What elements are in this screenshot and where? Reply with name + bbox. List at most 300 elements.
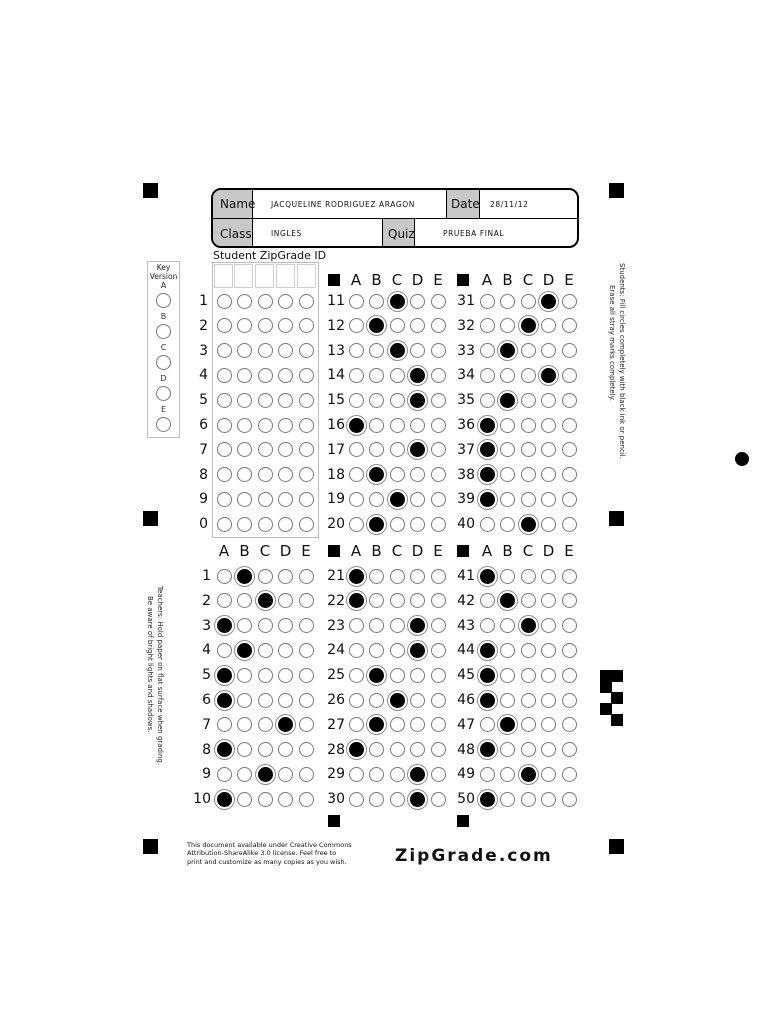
answer-bubble[interactable]	[390, 693, 405, 708]
answer-bubble[interactable]	[349, 668, 364, 683]
id-digit-cell[interactable]	[214, 264, 233, 288]
id-bubble[interactable]	[258, 418, 273, 433]
answer-bubble[interactable]	[390, 318, 405, 333]
answer-bubble[interactable]	[258, 717, 273, 732]
answer-bubble[interactable]	[480, 742, 495, 757]
answer-bubble[interactable]	[431, 418, 446, 433]
answer-bubble[interactable]	[500, 368, 515, 383]
answer-bubble[interactable]	[541, 393, 556, 408]
answer-bubble[interactable]	[500, 593, 515, 608]
answer-bubble[interactable]	[217, 693, 232, 708]
answer-bubble[interactable]	[349, 717, 364, 732]
answer-bubble[interactable]	[369, 517, 384, 532]
answer-bubble[interactable]	[258, 618, 273, 633]
answer-bubble[interactable]	[480, 517, 495, 532]
answer-bubble[interactable]	[480, 693, 495, 708]
answer-bubble[interactable]	[349, 492, 364, 507]
answer-bubble[interactable]	[349, 393, 364, 408]
answer-bubble[interactable]	[278, 767, 293, 782]
answer-bubble[interactable]	[562, 792, 577, 807]
answer-bubble[interactable]	[431, 643, 446, 658]
answer-bubble[interactable]	[521, 294, 536, 309]
id-bubble[interactable]	[278, 467, 293, 482]
answer-bubble[interactable]	[390, 767, 405, 782]
answer-bubble[interactable]	[237, 643, 252, 658]
answer-bubble[interactable]	[369, 618, 384, 633]
id-bubble[interactable]	[278, 517, 293, 532]
answer-bubble[interactable]	[541, 792, 556, 807]
answer-bubble[interactable]	[541, 294, 556, 309]
id-bubble[interactable]	[278, 418, 293, 433]
answer-bubble[interactable]	[349, 318, 364, 333]
answer-bubble[interactable]	[410, 442, 425, 457]
answer-bubble[interactable]	[562, 368, 577, 383]
answer-bubble[interactable]	[500, 569, 515, 584]
id-bubble[interactable]	[258, 343, 273, 358]
answer-bubble[interactable]	[521, 393, 536, 408]
answer-bubble[interactable]	[500, 767, 515, 782]
id-bubble[interactable]	[299, 418, 314, 433]
answer-bubble[interactable]	[431, 368, 446, 383]
answer-bubble[interactable]	[541, 418, 556, 433]
answer-bubble[interactable]	[521, 517, 536, 532]
answer-bubble[interactable]	[562, 343, 577, 358]
answer-bubble[interactable]	[480, 492, 495, 507]
answer-bubble[interactable]	[349, 792, 364, 807]
answer-bubble[interactable]	[562, 643, 577, 658]
id-bubble[interactable]	[299, 294, 314, 309]
answer-bubble[interactable]	[410, 467, 425, 482]
id-digit-cell[interactable]	[297, 264, 316, 288]
answer-bubble[interactable]	[299, 593, 314, 608]
answer-bubble[interactable]	[390, 393, 405, 408]
answer-bubble[interactable]	[217, 717, 232, 732]
answer-bubble[interactable]	[369, 693, 384, 708]
answer-bubble[interactable]	[500, 643, 515, 658]
answer-bubble[interactable]	[369, 492, 384, 507]
id-bubble[interactable]	[237, 294, 252, 309]
answer-bubble[interactable]	[431, 318, 446, 333]
answer-bubble[interactable]	[521, 418, 536, 433]
answer-bubble[interactable]	[369, 318, 384, 333]
answer-bubble[interactable]	[500, 343, 515, 358]
answer-bubble[interactable]	[390, 717, 405, 732]
answer-bubble[interactable]	[217, 767, 232, 782]
answer-bubble[interactable]	[237, 618, 252, 633]
name-field[interactable]: JACQUELINE RODRIGUEZ ARAGON	[253, 190, 447, 219]
id-bubble[interactable]	[278, 294, 293, 309]
answer-bubble[interactable]	[480, 318, 495, 333]
answer-bubble[interactable]	[299, 569, 314, 584]
answer-bubble[interactable]	[410, 693, 425, 708]
answer-bubble[interactable]	[431, 294, 446, 309]
answer-bubble[interactable]	[500, 467, 515, 482]
answer-bubble[interactable]	[431, 569, 446, 584]
answer-bubble[interactable]	[217, 668, 232, 683]
answer-bubble[interactable]	[217, 742, 232, 757]
answer-bubble[interactable]	[562, 442, 577, 457]
id-bubble[interactable]	[299, 467, 314, 482]
key-version-bubble[interactable]	[156, 293, 171, 308]
answer-bubble[interactable]	[480, 393, 495, 408]
id-bubble[interactable]	[217, 343, 232, 358]
id-bubble[interactable]	[217, 318, 232, 333]
answer-bubble[interactable]	[349, 618, 364, 633]
answer-bubble[interactable]	[390, 492, 405, 507]
id-bubble[interactable]	[299, 318, 314, 333]
answer-bubble[interactable]	[480, 618, 495, 633]
id-bubble[interactable]	[217, 368, 232, 383]
answer-bubble[interactable]	[258, 643, 273, 658]
id-bubble[interactable]	[278, 393, 293, 408]
id-bubble[interactable]	[237, 467, 252, 482]
answer-bubble[interactable]	[500, 418, 515, 433]
answer-bubble[interactable]	[278, 668, 293, 683]
id-digit-cell[interactable]	[255, 264, 274, 288]
answer-bubble[interactable]	[410, 318, 425, 333]
answer-bubble[interactable]	[562, 418, 577, 433]
answer-bubble[interactable]	[369, 742, 384, 757]
answer-bubble[interactable]	[410, 618, 425, 633]
answer-bubble[interactable]	[521, 717, 536, 732]
answer-bubble[interactable]	[410, 792, 425, 807]
answer-bubble[interactable]	[521, 467, 536, 482]
answer-bubble[interactable]	[349, 368, 364, 383]
answer-bubble[interactable]	[258, 792, 273, 807]
id-bubble[interactable]	[237, 492, 252, 507]
answer-bubble[interactable]	[562, 318, 577, 333]
answer-bubble[interactable]	[278, 742, 293, 757]
answer-bubble[interactable]	[521, 643, 536, 658]
id-bubble[interactable]	[217, 294, 232, 309]
answer-bubble[interactable]	[369, 643, 384, 658]
answer-bubble[interactable]	[217, 618, 232, 633]
answer-bubble[interactable]	[410, 643, 425, 658]
answer-bubble[interactable]	[541, 618, 556, 633]
answer-bubble[interactable]	[369, 569, 384, 584]
answer-bubble[interactable]	[500, 492, 515, 507]
id-bubble[interactable]	[258, 442, 273, 457]
answer-bubble[interactable]	[278, 618, 293, 633]
answer-bubble[interactable]	[349, 294, 364, 309]
key-version-bubble[interactable]	[156, 324, 171, 339]
answer-bubble[interactable]	[258, 593, 273, 608]
answer-bubble[interactable]	[521, 368, 536, 383]
id-bubble[interactable]	[299, 442, 314, 457]
class-field[interactable]: INGLES	[253, 219, 383, 248]
answer-bubble[interactable]	[521, 593, 536, 608]
answer-bubble[interactable]	[349, 693, 364, 708]
answer-bubble[interactable]	[521, 767, 536, 782]
answer-bubble[interactable]	[299, 693, 314, 708]
answer-bubble[interactable]	[431, 767, 446, 782]
answer-bubble[interactable]	[410, 668, 425, 683]
answer-bubble[interactable]	[500, 442, 515, 457]
answer-bubble[interactable]	[562, 767, 577, 782]
answer-bubble[interactable]	[410, 368, 425, 383]
id-bubble[interactable]	[258, 467, 273, 482]
answer-bubble[interactable]	[369, 668, 384, 683]
id-bubble[interactable]	[258, 368, 273, 383]
answer-bubble[interactable]	[431, 618, 446, 633]
answer-bubble[interactable]	[500, 717, 515, 732]
answer-bubble[interactable]	[410, 717, 425, 732]
answer-bubble[interactable]	[237, 792, 252, 807]
answer-bubble[interactable]	[562, 393, 577, 408]
answer-bubble[interactable]	[390, 792, 405, 807]
id-bubble[interactable]	[237, 393, 252, 408]
answer-bubble[interactable]	[500, 668, 515, 683]
answer-bubble[interactable]	[390, 742, 405, 757]
answer-bubble[interactable]	[299, 742, 314, 757]
id-bubble[interactable]	[278, 343, 293, 358]
id-bubble[interactable]	[258, 492, 273, 507]
id-digit-cell[interactable]	[276, 264, 295, 288]
answer-bubble[interactable]	[541, 569, 556, 584]
answer-bubble[interactable]	[410, 343, 425, 358]
answer-bubble[interactable]	[390, 593, 405, 608]
answer-bubble[interactable]	[500, 742, 515, 757]
answer-bubble[interactable]	[217, 792, 232, 807]
answer-bubble[interactable]	[237, 717, 252, 732]
answer-bubble[interactable]	[237, 742, 252, 757]
answer-bubble[interactable]	[278, 569, 293, 584]
answer-bubble[interactable]	[480, 643, 495, 658]
answer-bubble[interactable]	[521, 742, 536, 757]
answer-bubble[interactable]	[431, 693, 446, 708]
id-bubble[interactable]	[217, 492, 232, 507]
answer-bubble[interactable]	[369, 368, 384, 383]
answer-bubble[interactable]	[431, 442, 446, 457]
id-bubble[interactable]	[237, 517, 252, 532]
answer-bubble[interactable]	[480, 294, 495, 309]
id-bubble[interactable]	[217, 467, 232, 482]
answer-bubble[interactable]	[258, 693, 273, 708]
answer-bubble[interactable]	[237, 693, 252, 708]
answer-bubble[interactable]	[369, 418, 384, 433]
id-bubble[interactable]	[299, 393, 314, 408]
answer-bubble[interactable]	[369, 294, 384, 309]
answer-bubble[interactable]	[521, 569, 536, 584]
answer-bubble[interactable]	[349, 418, 364, 433]
answer-bubble[interactable]	[562, 569, 577, 584]
answer-bubble[interactable]	[369, 343, 384, 358]
answer-bubble[interactable]	[390, 668, 405, 683]
answer-bubble[interactable]	[431, 792, 446, 807]
id-bubble[interactable]	[237, 418, 252, 433]
answer-bubble[interactable]	[541, 442, 556, 457]
answer-bubble[interactable]	[299, 792, 314, 807]
answer-bubble[interactable]	[480, 442, 495, 457]
answer-bubble[interactable]	[562, 742, 577, 757]
answer-bubble[interactable]	[541, 742, 556, 757]
answer-bubble[interactable]	[349, 467, 364, 482]
answer-bubble[interactable]	[431, 393, 446, 408]
answer-bubble[interactable]	[217, 643, 232, 658]
answer-bubble[interactable]	[500, 792, 515, 807]
answer-bubble[interactable]	[390, 368, 405, 383]
answer-bubble[interactable]	[480, 717, 495, 732]
quiz-field[interactable]: PRUEBA FINAL	[443, 229, 505, 238]
answer-bubble[interactable]	[521, 442, 536, 457]
id-bubble[interactable]	[217, 517, 232, 532]
id-bubble[interactable]	[299, 343, 314, 358]
answer-bubble[interactable]	[349, 767, 364, 782]
id-bubble[interactable]	[258, 393, 273, 408]
answer-bubble[interactable]	[431, 717, 446, 732]
answer-bubble[interactable]	[369, 467, 384, 482]
answer-bubble[interactable]	[521, 343, 536, 358]
answer-bubble[interactable]	[369, 593, 384, 608]
answer-bubble[interactable]	[431, 517, 446, 532]
answer-bubble[interactable]	[258, 569, 273, 584]
answer-bubble[interactable]	[390, 418, 405, 433]
id-bubble[interactable]	[217, 418, 232, 433]
answer-bubble[interactable]	[521, 693, 536, 708]
answer-bubble[interactable]	[431, 492, 446, 507]
answer-bubble[interactable]	[390, 618, 405, 633]
answer-bubble[interactable]	[431, 593, 446, 608]
answer-bubble[interactable]	[410, 418, 425, 433]
id-bubble[interactable]	[237, 368, 252, 383]
key-version-bubble[interactable]	[156, 355, 171, 370]
answer-bubble[interactable]	[278, 593, 293, 608]
answer-bubble[interactable]	[349, 742, 364, 757]
answer-bubble[interactable]	[562, 294, 577, 309]
answer-bubble[interactable]	[410, 393, 425, 408]
key-version-bubble[interactable]	[156, 386, 171, 401]
answer-bubble[interactable]	[541, 517, 556, 532]
id-bubble[interactable]	[217, 393, 232, 408]
answer-bubble[interactable]	[349, 517, 364, 532]
answer-bubble[interactable]	[431, 668, 446, 683]
answer-bubble[interactable]	[237, 767, 252, 782]
answer-bubble[interactable]	[541, 717, 556, 732]
answer-bubble[interactable]	[258, 767, 273, 782]
answer-bubble[interactable]	[369, 792, 384, 807]
answer-bubble[interactable]	[431, 467, 446, 482]
answer-bubble[interactable]	[562, 693, 577, 708]
answer-bubble[interactable]	[541, 368, 556, 383]
answer-bubble[interactable]	[237, 593, 252, 608]
answer-bubble[interactable]	[480, 343, 495, 358]
answer-bubble[interactable]	[258, 742, 273, 757]
answer-bubble[interactable]	[431, 742, 446, 757]
answer-bubble[interactable]	[562, 668, 577, 683]
answer-bubble[interactable]	[349, 593, 364, 608]
answer-bubble[interactable]	[390, 294, 405, 309]
answer-bubble[interactable]	[500, 517, 515, 532]
answer-bubble[interactable]	[541, 343, 556, 358]
key-version-bubble[interactable]	[156, 417, 171, 432]
id-bubble[interactable]	[299, 492, 314, 507]
answer-bubble[interactable]	[390, 517, 405, 532]
answer-bubble[interactable]	[299, 618, 314, 633]
answer-bubble[interactable]	[480, 668, 495, 683]
answer-bubble[interactable]	[410, 767, 425, 782]
id-bubble[interactable]	[278, 368, 293, 383]
answer-bubble[interactable]	[299, 767, 314, 782]
answer-bubble[interactable]	[521, 618, 536, 633]
id-bubble[interactable]	[299, 368, 314, 383]
answer-bubble[interactable]	[217, 569, 232, 584]
answer-bubble[interactable]	[299, 717, 314, 732]
answer-bubble[interactable]	[541, 643, 556, 658]
answer-bubble[interactable]	[278, 693, 293, 708]
answer-bubble[interactable]	[541, 492, 556, 507]
id-bubble[interactable]	[258, 517, 273, 532]
id-bubble[interactable]	[278, 492, 293, 507]
answer-bubble[interactable]	[480, 593, 495, 608]
answer-bubble[interactable]	[390, 643, 405, 658]
answer-bubble[interactable]	[237, 569, 252, 584]
answer-bubble[interactable]	[521, 792, 536, 807]
answer-bubble[interactable]	[369, 442, 384, 457]
answer-bubble[interactable]	[480, 792, 495, 807]
answer-bubble[interactable]	[521, 318, 536, 333]
date-field[interactable]: 28/11/12	[480, 190, 579, 219]
answer-bubble[interactable]	[369, 393, 384, 408]
answer-bubble[interactable]	[410, 492, 425, 507]
answer-bubble[interactable]	[480, 467, 495, 482]
answer-bubble[interactable]	[541, 668, 556, 683]
answer-bubble[interactable]	[562, 593, 577, 608]
answer-bubble[interactable]	[500, 318, 515, 333]
answer-bubble[interactable]	[349, 442, 364, 457]
answer-bubble[interactable]	[278, 717, 293, 732]
answer-bubble[interactable]	[410, 593, 425, 608]
answer-bubble[interactable]	[500, 393, 515, 408]
answer-bubble[interactable]	[410, 742, 425, 757]
answer-bubble[interactable]	[541, 318, 556, 333]
id-bubble[interactable]	[237, 343, 252, 358]
answer-bubble[interactable]	[278, 643, 293, 658]
answer-bubble[interactable]	[390, 343, 405, 358]
answer-bubble[interactable]	[349, 643, 364, 658]
answer-bubble[interactable]	[258, 668, 273, 683]
id-bubble[interactable]	[258, 294, 273, 309]
answer-bubble[interactable]	[562, 618, 577, 633]
answer-bubble[interactable]	[390, 467, 405, 482]
answer-bubble[interactable]	[500, 693, 515, 708]
answer-bubble[interactable]	[278, 792, 293, 807]
answer-bubble[interactable]	[349, 343, 364, 358]
answer-bubble[interactable]	[369, 767, 384, 782]
answer-bubble[interactable]	[541, 767, 556, 782]
answer-bubble[interactable]	[480, 569, 495, 584]
answer-bubble[interactable]	[562, 492, 577, 507]
answer-bubble[interactable]	[562, 517, 577, 532]
id-digit-cell[interactable]	[234, 264, 253, 288]
answer-bubble[interactable]	[369, 717, 384, 732]
answer-bubble[interactable]	[500, 294, 515, 309]
answer-bubble[interactable]	[237, 668, 252, 683]
answer-bubble[interactable]	[562, 467, 577, 482]
answer-bubble[interactable]	[541, 467, 556, 482]
answer-bubble[interactable]	[349, 569, 364, 584]
id-bubble[interactable]	[299, 517, 314, 532]
answer-bubble[interactable]	[410, 517, 425, 532]
answer-bubble[interactable]	[299, 643, 314, 658]
answer-bubble[interactable]	[500, 618, 515, 633]
answer-bubble[interactable]	[480, 368, 495, 383]
answer-bubble[interactable]	[410, 294, 425, 309]
answer-bubble[interactable]	[390, 569, 405, 584]
answer-bubble[interactable]	[390, 442, 405, 457]
answer-bubble[interactable]	[431, 343, 446, 358]
id-bubble[interactable]	[258, 318, 273, 333]
answer-bubble[interactable]	[480, 418, 495, 433]
